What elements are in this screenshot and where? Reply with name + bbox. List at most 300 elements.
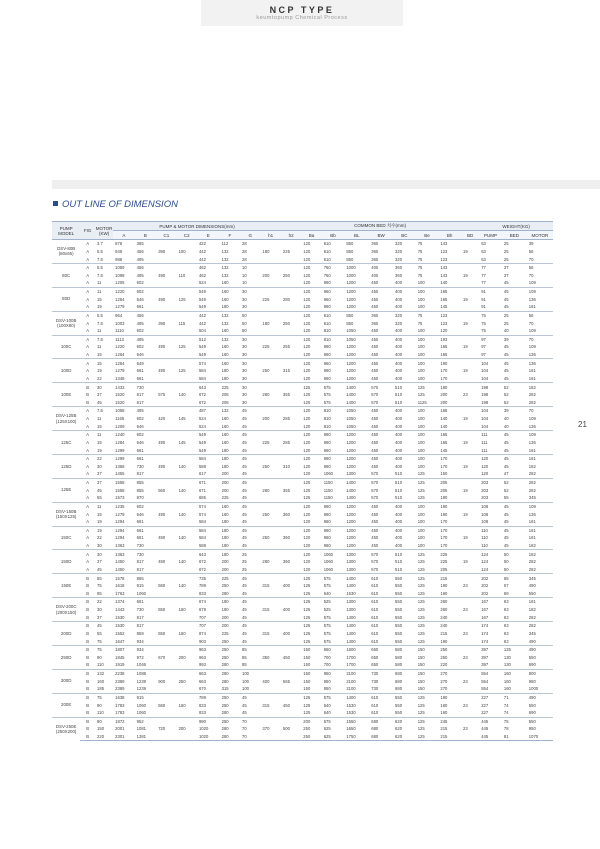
table-cell (461, 454, 479, 462)
table-cell: 104 (481, 375, 489, 381)
table-cell: 19 (463, 535, 468, 541)
table-cell (260, 661, 281, 669)
table-cell (156, 613, 176, 621)
table-cell: 963 (198, 654, 206, 660)
table-cell: 205 (440, 487, 448, 493)
table-cell: 200 (178, 726, 186, 732)
table-cell: 190 (440, 638, 448, 644)
table-cell: 1368 (115, 463, 125, 469)
table-cell: 11 (97, 416, 102, 422)
table-row (52, 255, 553, 263)
table-cell: 125 (416, 550, 439, 558)
pump-model-cell: 100D (52, 359, 80, 383)
table-cell: 45 (242, 447, 247, 453)
table-cell: 1363 (115, 543, 125, 549)
table-cell: 1098 (115, 272, 125, 278)
table-cell: 125 (417, 702, 425, 708)
table-cell: 200 (440, 399, 448, 405)
table-row (52, 446, 553, 454)
table-cell: 1807 (113, 645, 135, 653)
fig-cell: A (86, 447, 90, 453)
table-cell: 132 (221, 272, 229, 278)
table-cell: 160 (178, 630, 186, 636)
table-cell (260, 303, 281, 311)
table-cell: 1060 (136, 590, 146, 596)
table-cell (177, 399, 197, 407)
table-cell: 250 (262, 368, 270, 374)
table-cell: 22 (95, 454, 113, 462)
table-cell: 180 (221, 535, 229, 541)
table-cell (156, 550, 176, 558)
table-cell: 125 (417, 607, 425, 613)
table-cell: 960 (323, 368, 331, 374)
table-cell: 282 (528, 566, 536, 572)
table-cell: 1003 (115, 320, 125, 326)
table-cell: 1200 (346, 304, 356, 310)
th-common-bed: COMMON BED 치수(mm) (281, 222, 479, 231)
table-cell: 45 (242, 471, 247, 477)
table-cell: 400 (395, 368, 403, 374)
table-cell: 120 (301, 550, 321, 558)
table-cell: 1750 (344, 733, 369, 741)
table-cell (281, 637, 301, 645)
fig-cell: A (86, 439, 90, 445)
table-cell (260, 574, 281, 582)
table-cell: 132 (95, 669, 113, 677)
table-cell: 167 (481, 614, 489, 620)
fig-cell: A (86, 256, 90, 262)
table-cell (177, 613, 197, 621)
table-cell: 650 (371, 662, 379, 668)
table-cell: 1200 (346, 344, 356, 350)
table-cell: 225 (282, 248, 290, 254)
table-cell: 1000 (346, 272, 356, 278)
table-row (52, 351, 553, 359)
table-cell (260, 613, 281, 621)
table-cell: 45 (240, 454, 260, 462)
table-cell: 550 (395, 607, 403, 613)
table-cell: 2100 (344, 669, 369, 677)
table-cell: 315 (282, 368, 290, 374)
table-cell: 490 (158, 463, 166, 469)
table-cell: 120 (303, 320, 311, 326)
table-cell: 575 (322, 693, 345, 701)
table-cell: 1239 (136, 686, 146, 692)
fig-cell: A (86, 375, 90, 381)
table-cell: 120 (303, 304, 311, 310)
table-cell: 74 (503, 702, 509, 708)
table-cell: 182 (527, 383, 553, 391)
table-cell: 280 (221, 726, 229, 732)
table-cell: 282 (528, 399, 536, 405)
table-cell: 1200 (344, 502, 369, 510)
table-cell: 180 (221, 304, 229, 310)
table-cell: 160 (220, 502, 240, 510)
table-cell: 400 (262, 678, 270, 684)
table-cell: 23 (463, 392, 468, 398)
table-cell (177, 375, 197, 383)
table-cell (156, 470, 176, 478)
table-cell: 30 (242, 344, 247, 350)
table-cell (260, 645, 281, 653)
fig-cell: A (80, 287, 95, 295)
table-cell: 143 (440, 272, 448, 278)
table-cell (260, 407, 281, 415)
table-cell: 23 (463, 583, 468, 589)
table-cell: 602 (136, 344, 144, 350)
table-cell: 45 (503, 439, 509, 445)
pump-model-cell: DSV-100B (100X80) (52, 311, 80, 335)
table-cell: 360 (282, 559, 290, 565)
table-cell: 19 (463, 416, 468, 422)
table-cell: 70 (240, 733, 260, 741)
table-cell: 397 (479, 645, 502, 653)
table-cell: 111 (479, 431, 502, 439)
table-cell: 1150 (323, 487, 333, 493)
table-cell: 1050 (346, 423, 356, 429)
table-cell (177, 359, 197, 367)
table-cell: 45 (503, 511, 509, 517)
table-cell: 19 (463, 559, 468, 565)
table-cell: 145 (178, 439, 186, 445)
table-cell: 1205 (115, 280, 125, 286)
table-cell: 45 (240, 693, 260, 701)
table-cell: 50 (240, 311, 260, 319)
table-cell (156, 566, 176, 574)
table-cell (461, 375, 479, 383)
table-row (52, 327, 553, 335)
table-cell: 850 (344, 311, 369, 319)
table-cell: 960 (323, 535, 331, 541)
table-cell: 1550 (344, 717, 369, 725)
table-cell: 150 (303, 662, 311, 668)
table-cell: 360 (393, 263, 416, 271)
pump-model-cell: DSV-150B (150X125) (52, 502, 80, 526)
table-cell: 320 (395, 320, 403, 326)
table-cell: 161 (528, 375, 536, 381)
fig-cell: B (86, 702, 90, 708)
pump-model-cell: DSV-125B (125X100) (52, 407, 80, 431)
table-cell: 160 (503, 678, 511, 684)
fig-cell: A (86, 344, 90, 350)
table-cell: 1264 (113, 359, 135, 367)
table-cell: 620 (395, 726, 403, 732)
table-cell: 450 (369, 287, 393, 295)
table-cell: 30 (242, 368, 247, 374)
table-cell: 56 (527, 311, 553, 319)
table-cell (461, 717, 479, 725)
table-cell (260, 359, 281, 367)
table-cell: 170 (440, 519, 448, 525)
table-cell (260, 598, 281, 606)
table-cell: 45 (503, 463, 509, 469)
fig-cell: B (80, 645, 95, 653)
table-cell: 1400 (344, 693, 369, 701)
table-cell: 565 (282, 678, 290, 684)
table-cell: 400 (393, 407, 416, 415)
table-cell: 282 (528, 471, 536, 477)
table-cell: 124 (481, 566, 489, 572)
table-cell: 120 (303, 272, 311, 278)
table-cell: 170 (440, 368, 448, 374)
table-cell: 850 (346, 320, 354, 326)
table-cell: 125 (416, 383, 439, 391)
table-cell: 40 (503, 328, 509, 334)
table-cell: 602 (136, 416, 144, 422)
table-cell: 720 (158, 726, 166, 732)
table-cell: 19 (97, 304, 102, 310)
th-h1: h1 (260, 231, 281, 240)
table-cell: 100 (417, 543, 425, 549)
table-cell (156, 327, 176, 335)
table-cell: 25 (502, 311, 527, 319)
table-cell: 810 (323, 328, 331, 334)
table-cell: 1919 (115, 662, 125, 668)
table-cell: 610 (323, 248, 331, 254)
table-cell: 550 (528, 590, 536, 596)
table-cell (461, 255, 479, 263)
table-cell: 360 (282, 511, 290, 517)
table-cell: 370 (262, 726, 270, 732)
table-cell (177, 335, 197, 343)
table-cell (177, 422, 197, 430)
fig-cell: B (80, 717, 95, 725)
table-cell: 39 (502, 335, 527, 343)
table-cell: 15 (97, 439, 102, 445)
table-cell (461, 542, 479, 550)
th-motor: MOTOR (KW) (95, 222, 113, 240)
table-cell: 100 (416, 359, 439, 367)
table-cell (260, 494, 281, 502)
table-cell: 1783 (115, 710, 125, 716)
table-cell (461, 637, 479, 645)
fig-cell: A (86, 248, 90, 254)
table-cell: 11 (97, 280, 102, 286)
table-cell: 1020 (198, 726, 209, 732)
table-cell: 1020 (197, 733, 220, 741)
table-cell: 143 (438, 240, 461, 248)
table-cell: 120 (481, 463, 489, 469)
table-cell: 810 (322, 335, 345, 343)
table-cell: 1165 (115, 416, 125, 422)
table-cell (156, 685, 176, 693)
table-cell: 19 (463, 439, 468, 445)
table-cell (260, 717, 281, 725)
table-cell: 115 (178, 320, 186, 326)
table-cell: 643 (197, 383, 220, 391)
table-cell: 120 (303, 256, 311, 262)
table-cell: 524 (198, 423, 206, 429)
table-cell: 125 (417, 614, 425, 620)
table-cell (281, 598, 301, 606)
table-cell: 11 (95, 502, 113, 510)
table-cell: 120 (301, 311, 321, 319)
table-cell: 174 (479, 622, 502, 630)
th-g: G (240, 231, 260, 240)
table-cell: 100 (417, 304, 425, 310)
fig-cell: B (86, 654, 90, 660)
table-row (52, 701, 553, 709)
table-cell: 550 (158, 607, 166, 613)
table-cell: 487 (197, 407, 220, 415)
table-cell: 442 (198, 248, 206, 254)
table-cell: 833 (198, 702, 206, 708)
table-cell: 282 (528, 559, 536, 565)
table-cell: 554 (481, 686, 489, 692)
table-cell: 610 (323, 320, 331, 326)
table-cell: 37 (502, 263, 527, 271)
table-cell: 988 (115, 256, 123, 262)
table-cell: 120 (303, 439, 311, 445)
table-cell: 960 (323, 543, 331, 549)
table-cell: 1299 (113, 454, 135, 462)
table-cell: 125 (416, 717, 439, 725)
table-row (52, 272, 553, 280)
table-cell: 200 (221, 566, 229, 572)
table-cell: 63 (502, 622, 527, 630)
table-cell: 549 (198, 296, 206, 302)
table-cell: 185 (97, 686, 105, 692)
table-cell: 570 (369, 478, 393, 486)
table-cell: 280 (262, 559, 270, 565)
table-cell (461, 685, 479, 693)
table-cell: 160 (221, 352, 229, 358)
table-cell: 39 (527, 240, 553, 248)
table-cell: 225 (438, 550, 461, 558)
table-cell: 150 (416, 669, 439, 677)
table-cell: 109 (528, 280, 536, 286)
table-cell (281, 255, 301, 263)
table-cell: 200 (221, 487, 229, 493)
table-cell: 510 (395, 392, 403, 398)
table-cell: 40 (503, 416, 509, 422)
table-cell: 97 (481, 352, 486, 358)
table-cell: 360 (371, 248, 379, 254)
table-cell: 672 (198, 566, 206, 572)
table-cell: 610 (322, 240, 345, 248)
table-cell (461, 733, 479, 741)
section-title (53, 199, 178, 210)
table-cell: 100 (178, 248, 186, 254)
table-cell: 45 (97, 566, 102, 572)
table-cell: 2100 (346, 678, 356, 684)
table-cell: 100 (417, 416, 425, 422)
table-cell: 878 (113, 240, 135, 248)
table-cell: 510 (393, 550, 416, 558)
table-row (52, 303, 553, 311)
table-cell: 11 (95, 287, 113, 295)
table-cell (177, 685, 197, 693)
table-row (52, 431, 553, 439)
table-cell (461, 598, 479, 606)
th-f: F (220, 231, 240, 240)
table-row (52, 606, 553, 614)
table-cell (260, 327, 281, 335)
table-row (52, 407, 553, 415)
table-cell: 1558 (115, 487, 125, 493)
fig-cell: B (80, 574, 95, 582)
table-cell: 100 (416, 287, 439, 295)
table-cell: 125 (416, 598, 439, 606)
table-cell (461, 351, 479, 359)
table-cell: 859 (136, 630, 144, 636)
table-cell: 63 (502, 598, 527, 606)
fig-cell: B (80, 669, 95, 677)
table-cell: 610 (371, 583, 379, 589)
table-cell: 390 (158, 320, 166, 326)
table-cell: 400 (395, 535, 403, 541)
table-cell: 108 (481, 511, 489, 517)
table-cell: 123 (440, 320, 448, 326)
table-cell: 110 (97, 662, 104, 668)
table-cell: 5.5 (95, 263, 113, 271)
table-cell: 30 (240, 287, 260, 295)
table-cell: 37 (503, 272, 509, 278)
table-cell: 28 (240, 240, 260, 248)
table-cell: 810 (322, 407, 345, 415)
table-cell: 400 (282, 607, 290, 613)
table-cell: 730 (136, 543, 144, 549)
table-cell: 570 (371, 471, 379, 477)
table-cell: 110 (178, 272, 186, 278)
table-cell: 120 (303, 471, 311, 477)
table-cell: 1294 (115, 519, 125, 525)
table-row (52, 494, 553, 502)
table-cell: 180 (220, 526, 240, 534)
table-cell: 120 (479, 454, 502, 462)
th-bw: BW (369, 231, 393, 240)
table-cell: 30 (240, 383, 260, 391)
table-cell: 109 (527, 287, 553, 295)
table-cell: 584 (198, 535, 206, 541)
section-band (52, 180, 600, 189)
table-cell: 400 (395, 375, 403, 381)
table-cell: 960 (322, 502, 345, 510)
th-a: A (113, 231, 135, 240)
table-cell (177, 351, 197, 359)
table-cell: 550 (395, 638, 403, 644)
table-cell: 180 (220, 454, 240, 462)
table-cell: 1300 (346, 607, 356, 613)
table-cell (461, 645, 479, 653)
table-cell: 160 (221, 511, 229, 517)
table-cell: 160 (440, 710, 448, 716)
table-cell (281, 622, 301, 630)
table-cell: 649 (135, 359, 157, 367)
table-cell (281, 693, 301, 701)
table-cell: 45 (242, 487, 247, 493)
table-cell: 70 (527, 407, 553, 415)
table-row (52, 502, 553, 510)
table-cell: 345 (528, 495, 536, 501)
table-cell: 215 (440, 726, 448, 732)
table-cell: 25 (502, 240, 527, 248)
table-cell: 140 (178, 487, 186, 493)
fig-cell: B (86, 686, 90, 692)
table-cell: 30 (95, 550, 113, 558)
table-cell: 1113 (113, 335, 135, 343)
table-row (52, 630, 553, 638)
table-cell: 37 (97, 614, 102, 620)
fig-cell: B (86, 399, 90, 405)
table-cell: 125 (417, 590, 425, 596)
table-cell: 1081 (136, 726, 146, 732)
table-cell: 140 (178, 535, 186, 541)
table-cell: 67 (503, 583, 509, 589)
table-cell: 850 (344, 240, 369, 248)
table-cell (461, 431, 479, 439)
table-cell: 2100 (346, 686, 356, 692)
